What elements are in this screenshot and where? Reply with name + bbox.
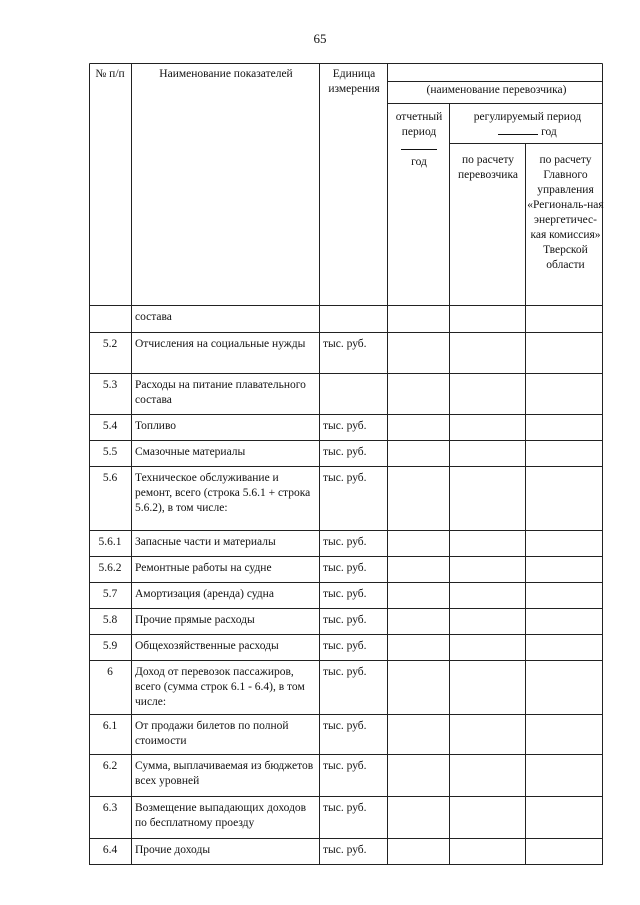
row-unit: тыс. руб. xyxy=(323,760,367,772)
header-report-year: год xyxy=(389,140,449,170)
row-number: 5.6 xyxy=(102,472,118,484)
header-carrier: (наименование перевозчика) xyxy=(426,84,567,96)
row-indicator-name: Возмещение выпадающих доходов по бесплатному проезду xyxy=(135,802,307,829)
row-unit: тыс. руб. xyxy=(323,666,367,678)
row-unit: тыс. руб. xyxy=(323,720,367,732)
row-number: 5.6.1 xyxy=(98,536,122,548)
row-number: 5.3 xyxy=(102,379,118,391)
row-number: 6.3 xyxy=(102,802,118,814)
row-indicator-name: Смазочные материалы xyxy=(135,446,246,458)
row-indicator-name: Общехозяйственные расходы xyxy=(135,640,279,652)
row-number: 6.1 xyxy=(102,720,118,732)
row-unit: тыс. руб. xyxy=(323,338,367,350)
row-indicator-name: Прочие прямые расходы xyxy=(135,614,255,626)
row-number: 5.6.2 xyxy=(98,562,122,574)
header-per-carrier: по расчету перевозчика xyxy=(458,154,518,181)
row-number: 5.7 xyxy=(102,588,118,600)
row-indicator-name: Сумма, выплачиваемая из бюджетов всех уровней xyxy=(135,760,314,787)
row-unit: тыс. руб. xyxy=(323,588,367,600)
row-unit: тыс. руб. xyxy=(323,536,367,548)
header-num: № п/п xyxy=(95,68,125,80)
row-number: 5.8 xyxy=(102,614,118,626)
report-table xyxy=(89,63,604,866)
row-indicator-name: Прочие доходы xyxy=(135,844,211,856)
row-unit: тыс. руб. xyxy=(323,802,367,814)
header-report-period: отчетный период xyxy=(395,111,443,138)
header-name: Наименование показателей xyxy=(159,68,293,80)
header-per-commission: по расчету Главного управления «Региональ-ная энергетичес-кая комиссия» Тверской области xyxy=(527,154,604,271)
row-unit: тыс. руб. xyxy=(323,472,367,484)
row-indicator-name: Запасные части и материалы xyxy=(135,536,276,548)
page-number: 65 xyxy=(313,31,327,46)
row-indicator-name: От продажи билетов по полной стоимости xyxy=(135,720,289,747)
header-unit: Единица измерения xyxy=(328,68,380,95)
row-indicator-name: Отчисления на социальные нужды xyxy=(135,338,306,350)
row-indicator-name: Амортизация (аренда) судна xyxy=(135,588,274,600)
row-indicator-name: Ремонтные работы на судне xyxy=(135,562,272,574)
row-indicator-name: состава xyxy=(135,311,172,323)
row-unit: тыс. руб. xyxy=(323,844,367,856)
row-indicator-name: Расходы на питание плавательного состава xyxy=(135,379,306,406)
row-unit: тыс. руб. xyxy=(323,420,367,432)
row-number: 5.2 xyxy=(102,338,118,350)
header-regulated-period: регулируемый период год xyxy=(473,111,582,138)
row-number: 6 xyxy=(107,666,113,678)
row-unit: тыс. руб. xyxy=(323,614,367,626)
row-indicator-name: Техническое обслуживание и ремонт, всего (строка 5.6.1 + строка 5.6.2), в том числе: xyxy=(135,472,311,514)
row-number: 5.5 xyxy=(102,446,118,458)
row-unit: тыс. руб. xyxy=(323,562,367,574)
row-number: 5.9 xyxy=(102,640,118,652)
row-unit: тыс. руб. xyxy=(323,640,367,652)
row-number: 6.2 xyxy=(102,760,118,772)
row-number: 5.4 xyxy=(102,420,118,432)
row-unit: тыс. руб. xyxy=(323,446,367,458)
row-indicator-name: Доход от перевозок пассажиров, всего (сумма строк 6.1 - 6.4), в том числе: xyxy=(135,666,305,708)
row-number: 6.4 xyxy=(102,844,118,856)
row-indicator-name: Топливо xyxy=(135,420,177,432)
